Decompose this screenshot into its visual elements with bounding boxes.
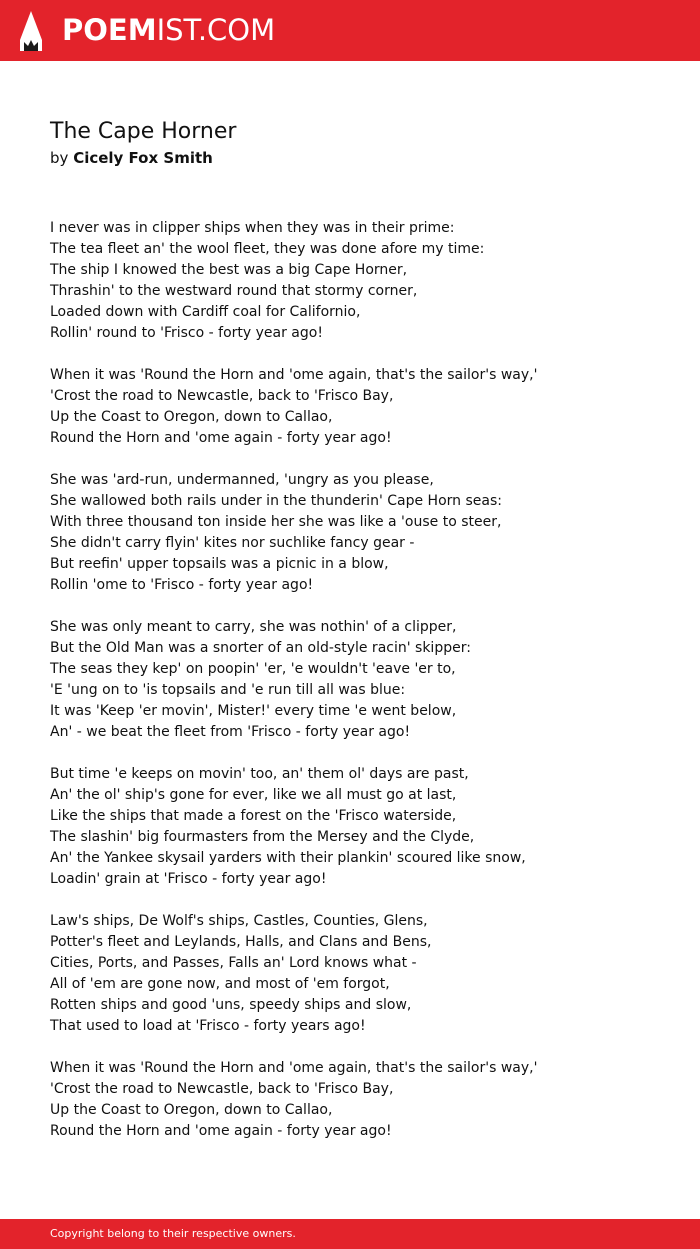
poem-stanza xyxy=(50,1058,670,1142)
poem-body xyxy=(50,218,670,1163)
author-name: Cicely Fox Smith xyxy=(73,149,213,167)
poem-line: Round the Horn and 'ome again - forty year ago! xyxy=(50,430,392,446)
poem-line: An' the Yankee skysail yarders with their plankin' scoured like snow, xyxy=(50,850,526,866)
poem-line: All of 'em are gone now, and most of 'em forgot, xyxy=(50,976,390,992)
poem-line: With three thousand ton inside her she was like a 'ouse to steer, xyxy=(50,514,502,530)
poem-line: Law's ships, De Wolf's ships, Castles, Counties, Glens, xyxy=(50,913,428,929)
poem-line: Rollin 'ome to 'Frisco - forty year ago! xyxy=(50,577,314,593)
poem-line: The slashin' big fourmasters from the Mersey and the Clyde, xyxy=(50,829,475,845)
poem-line: Round the Horn and 'ome again - forty year ago! xyxy=(50,1123,392,1139)
poem-line: I never was in clipper ships when they was in their prime: xyxy=(50,220,455,236)
poem-line: She was only meant to carry, she was nothin' of a clipper, xyxy=(50,619,457,635)
poem-line: She wallowed both rails under in the thunderin' Cape Horn seas: xyxy=(50,493,502,509)
poem-line: But the Old Man was a snorter of an old-style racin' skipper: xyxy=(50,640,471,656)
poem-line: 'E 'ung on to 'is topsails and 'e run till all was blue: xyxy=(50,682,406,698)
poem-line: 'Crost the road to Newcastle, back to 'Frisco Bay, xyxy=(50,388,394,404)
poem-line: When it was 'Round the Horn and 'ome again, that's the sailor's way,' xyxy=(50,1060,538,1076)
poem-line: It was 'Keep 'er movin', Mister!' every time 'e went below, xyxy=(50,703,457,719)
poem-line: Rollin' round to 'Frisco - forty year ago! xyxy=(50,325,323,341)
poem-stanza xyxy=(50,764,670,890)
site-footer xyxy=(0,1219,700,1249)
poem-stanza xyxy=(50,911,670,1037)
poem-line: An' the ol' ship's gone for ever, like we all must go at last, xyxy=(50,787,457,803)
poem-line: The tea fleet an' the wool fleet, they was done afore my time: xyxy=(50,241,485,257)
poem-line: That used to load at 'Frisco - forty years ago! xyxy=(50,1018,366,1034)
poem-title: The Cape Horner xyxy=(50,119,237,144)
poem-line: Up the Coast to Oregon, down to Callao, xyxy=(50,409,333,425)
poem-line: But time 'e keeps on movin' too, an' them ol' days are past, xyxy=(50,766,469,782)
poem-line: The ship I knowed the best was a big Cape Horner, xyxy=(50,262,408,278)
poem-line: Potter's fleet and Leylands, Halls, and Clans and Bens, xyxy=(50,934,432,950)
site-logo[interactable] xyxy=(62,12,275,48)
poem-line: She didn't carry flyin' kites nor suchlike fancy gear - xyxy=(50,535,415,551)
poem-line: Thrashin' to the westward round that stormy corner, xyxy=(50,283,418,299)
poem-line: Cities, Ports, and Passes, Falls an' Lord knows what - xyxy=(50,955,417,971)
poem-stanza xyxy=(50,218,670,344)
logo-text-thin: IST.COM xyxy=(156,13,276,47)
poem-stanza xyxy=(50,470,670,596)
copyright-notice: Copyright belong to their respective owners. xyxy=(50,1227,296,1240)
poem-stanza xyxy=(50,365,670,449)
poem-line: Loadin' grain at 'Frisco - forty year ago! xyxy=(50,871,327,887)
by-label: by xyxy=(50,149,69,167)
poem-line: Up the Coast to Oregon, down to Callao, xyxy=(50,1102,333,1118)
quill-pen-icon[interactable] xyxy=(17,10,45,52)
poem-line: But reefin' upper topsails was a picnic in a blow, xyxy=(50,556,389,572)
poem-line: Like the ships that made a forest on the 'Frisco waterside, xyxy=(50,808,457,824)
site-header xyxy=(0,0,700,61)
byline xyxy=(50,148,213,169)
poem-stanza xyxy=(50,617,670,743)
poem-line: An' - we beat the fleet from 'Frisco - forty year ago! xyxy=(50,724,411,740)
poem-line: 'Crost the road to Newcastle, back to 'Frisco Bay, xyxy=(50,1081,394,1097)
poem-line: Rotten ships and good 'uns, speedy ships and slow, xyxy=(50,997,412,1013)
poem-line: Loaded down with Cardiff coal for Californio, xyxy=(50,304,361,320)
logo-text-bold: POEM xyxy=(62,13,157,47)
poem-line: When it was 'Round the Horn and 'ome again, that's the sailor's way,' xyxy=(50,367,538,383)
poem-line: She was 'ard-run, undermanned, 'ungry as you please, xyxy=(50,472,434,488)
poem-line: The seas they kep' on poopin' 'er, 'e wouldn't 'eave 'er to, xyxy=(50,661,456,677)
